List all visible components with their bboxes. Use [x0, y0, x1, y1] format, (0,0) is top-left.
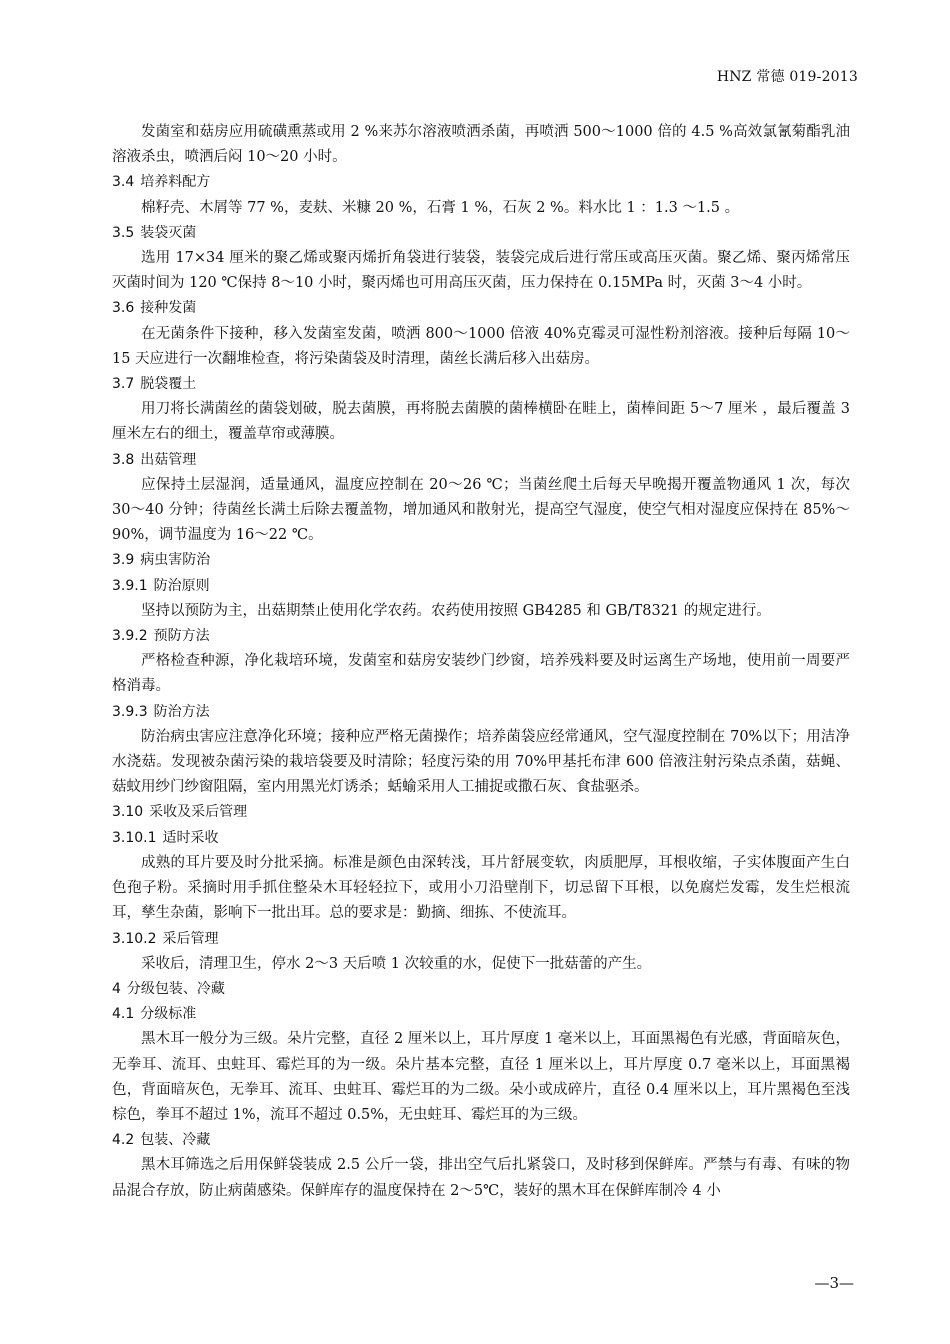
- paragraph: 用刀将长满菌丝的菌袋划破，脱去菌膜，再将脱去菌膜的菌棒横卧在畦上，菌棒间距 5～7 厘米 ，最后覆盖 3 厘米左右的细土，覆盖草帘或薄膜。: [112, 401, 850, 443]
- section-heading: [112, 372, 850, 397]
- section-number: 3.4: [112, 174, 135, 191]
- section-number: 3.9: [112, 552, 135, 569]
- section-heading: [112, 548, 850, 573]
- paragraph: 坚持以预防为主，出菇期禁止使用化学农药。农药使用按照 GB4285 和 GB/T8321 的规定进行。: [141, 602, 771, 619]
- section-heading: [112, 296, 850, 321]
- page-number: —3—: [814, 1274, 854, 1292]
- section-heading: [112, 448, 850, 473]
- paragraph: 防治病虫害应注意净化环境；接种应严格无菌操作；培养菌袋应经常通风，空气湿度控制在 70%以下；用洁净水浇菇。发现被杂菌污染的栽培袋要及时清除；轻度污染的用 70%甲基托布津 600 倍液注射污染点杀菌，菇蝇、菇蚊用纱门纱窗阻隔，室内用黑光灯诱杀；蛞蝓采用人工捕捉或撒石灰、食盐驱杀。: [112, 728, 850, 796]
- paragraph: 采收后，清理卫生，停水 2～3 天后喷 1 次较重的水，促使下一批菇蕾的产生。: [141, 955, 652, 972]
- paragraph: 选用 17×34 厘米的聚乙烯或聚丙烯折角袋进行装袋，装袋完成后进行常压或高压灭菌。聚乙烯、聚丙烯常压灭菌时间为 120 ℃保持 8～10 小时，聚丙烯也可用高压灭菌，压力保持在 0.15MPa 时，灭菌 3～4 小时。: [112, 250, 850, 292]
- section-title: 分级标准: [140, 1006, 197, 1023]
- section-number: 3.10: [112, 804, 144, 821]
- paragraph: 发菌室和菇房应用硫磺熏蒸或用 2 %来苏尔溶液喷洒杀菌，再喷洒 500～1000 倍的 4.5 %高效氯氰菊酯乳油溶液杀虫，喷洒后闷 10～20 小时。: [112, 124, 850, 166]
- section-title: 脱袋覆土: [140, 376, 197, 393]
- paragraph: 在无菌条件下接种，移入发菌室发菌，喷洒 800～1000 倍液 40%克霉灵可湿性粉剂溶液。接种后每隔 10～15 天应进行一次翻堆检查，将污染菌袋及时清理，菌丝长满后移入出菇房。: [112, 325, 850, 367]
- section-number: 3.9.1: [112, 577, 148, 594]
- section-number: 3.6: [112, 300, 135, 317]
- section-title: 培养料配方: [140, 174, 211, 191]
- section-heading: [112, 1002, 850, 1027]
- paragraph: 应保持土层湿润，适量通风，温度应控制在 20～26 ℃；当菌丝爬土后每天早晚揭开覆盖物通风 1 次，每次 30～40 分钟；待菌丝长满土后除去覆盖物，增加通风和散射光，提高空气湿度，使空气相对湿度应保持在 85%～90%，调节温度为 16～22 ℃。: [112, 476, 850, 544]
- paragraph: 黑木耳筛选之后用保鲜袋装成 2.5 公斤一袋，排出空气后扎紧袋口，及时移到保鲜库。严禁与有毒、有味的物品混合存放，防止病菌感染。保鲜库存的温度保持在 2～5℃，装好的黑木耳在保鲜库制冷 4 小: [112, 1157, 850, 1199]
- section-title: 防治原则: [153, 577, 210, 594]
- paragraph: 黑木耳一般分为三级。朵片完整，直径 2 厘米以上，耳片厚度 1 毫米以上，耳面黑褐色有光感，背面暗灰色，无拳耳、流耳、虫蛀耳、霉烂耳的为一级。朵片基本完整，直径 1 厘米以上，耳片厚度 0.7 毫米以上，耳面黑褐色，背面暗灰色，无拳耳、流耳、虫蛀耳、霉烂耳的为二级。朵小或成碎片，直径 0.4 厘米以上，耳片黑褐色至浅棕色，拳耳不超过 1%，流耳不超过 0.5%，无虫蛀耳、霉烂耳的为三级。: [112, 1031, 850, 1123]
- section-title: 采后管理: [162, 930, 219, 947]
- section-title: 病虫害防治: [140, 552, 211, 569]
- section-heading: [112, 1128, 850, 1153]
- section-number: 3.10.1: [112, 829, 157, 846]
- section-title: 接种发菌: [140, 300, 197, 317]
- section-heading: [112, 977, 850, 1002]
- paragraph: 严格检查种源，净化栽培环境，发菌室和菇房安装纱门纱窗，培养残料要及时运离生产场地，使用前一周要严格消毒。: [112, 653, 850, 695]
- section-title: 出菇管理: [140, 451, 197, 468]
- section-number: 3.8: [112, 451, 135, 468]
- document-id: HNZ 常德 019-2013: [716, 69, 858, 85]
- paragraph: 成熟的耳片要及时分批采摘。标准是颜色由深转浅，耳片舒展变软，肉质肥厚，耳根收缩，子实体腹面产生白色孢子粉。采摘时用手抓住整朵木耳轻轻拉下，或用小刀沿壁削下，切忌留下耳根，以免腐烂发霉，发生烂根流耳，孳生杂菌，影响下一批出耳。总的要求是：勤摘、细拣、不使流耳。: [112, 854, 850, 922]
- section-number: 3.9.3: [112, 703, 148, 720]
- section-title: 适时采收: [162, 829, 219, 846]
- section-number: 3.5: [112, 224, 135, 241]
- section-number: 4.1: [112, 1006, 135, 1023]
- paragraph: 棉籽壳、木屑等 77 %，麦麸、米糠 20 %，石膏 1 %，石灰 2 %。料水比 1 ：1.3 ～1.5 。: [141, 199, 740, 216]
- section-title: 装袋灭菌: [140, 224, 197, 241]
- section-heading: [112, 826, 850, 851]
- document-body: [112, 120, 850, 1204]
- section-title: 采收及采后管理: [149, 804, 248, 821]
- section-number: 4.2: [112, 1132, 135, 1149]
- section-number: 3.10.2: [112, 930, 157, 947]
- section-number: 3.9.2: [112, 628, 148, 645]
- section-heading: [112, 700, 850, 725]
- section-title: 预防方法: [153, 628, 210, 645]
- section-heading: [112, 927, 850, 952]
- section-heading: [112, 574, 850, 599]
- section-heading: [112, 221, 850, 246]
- section-heading: [112, 800, 850, 825]
- section-heading: [112, 624, 850, 649]
- section-number: 3.7: [112, 376, 135, 393]
- section-number: 4: [112, 980, 121, 997]
- section-title: 包装、冷藏: [140, 1132, 211, 1149]
- section-heading: [112, 170, 850, 195]
- section-title: 分级包装、冷藏: [126, 980, 225, 997]
- section-title: 防治方法: [153, 703, 210, 720]
